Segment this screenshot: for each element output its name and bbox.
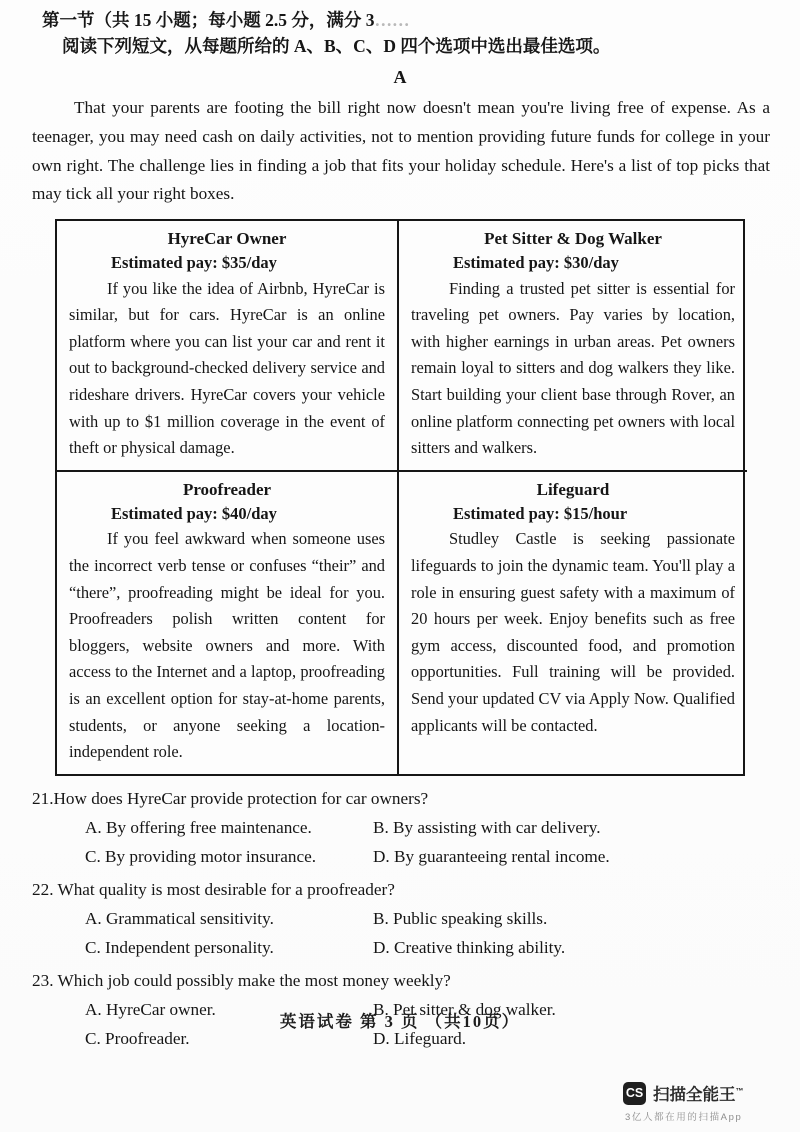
job-title: Lifeguard: [536, 479, 610, 499]
section-header: [0, 0, 800, 60]
question-text: 21.How does HyreCar provide protection for car owners?: [32, 788, 429, 808]
camscanner-logo-icon: CS: [623, 1082, 646, 1105]
option-a: A. By offering free maintenance.: [85, 817, 312, 837]
options-row: [32, 905, 772, 934]
question-text: 22. What quality is most desirable for a proofreader?: [32, 879, 395, 899]
faded-scan-text: ……: [374, 10, 410, 30]
option-b: B. By assisting with car delivery.: [373, 817, 601, 837]
option-d: D. By guaranteeing rental income.: [373, 847, 610, 867]
options-row: [32, 934, 772, 963]
options-row: [32, 814, 772, 843]
job-pay: Estimated pay: $15/hour: [453, 503, 628, 523]
job-title: Proofreader: [182, 479, 272, 499]
job-cell-hyrecar: [57, 221, 399, 472]
option-d: D. Creative thinking ability.: [373, 938, 566, 958]
passage-letter: A: [393, 67, 407, 87]
option-b: B. Public speaking skills.: [373, 908, 548, 928]
camscanner-watermark: [623, 1081, 788, 1123]
section-title-line: [42, 7, 800, 33]
option-c: C. By providing motor insurance.: [85, 847, 317, 867]
question-22: [32, 876, 772, 963]
job-description: If you like the idea of Airbnb, HyreCar is similar, but for cars. HyreCar is an online platform where you can list your car and rent it out to background-checked delivery service and rideshare drivers. HyreCar covers your vehicle with up to $1 million coverage in the event of theft or physical damage.: [69, 278, 385, 458]
job-pay: Estimated pay: $30/day: [453, 253, 619, 273]
job-description: If you feel awkward when someone uses the incorrect verb tense or confuses “their” and “there”, proofreading might be ideal for you. Proofreaders polish written content for bloggers, website owners and more. With access to the Internet and a laptop, proofreading is an excellent option for stay-at-home parents, students, or anyone seeking a location-independent role.: [69, 529, 385, 762]
job-pay: Estimated pay: $40/day: [111, 503, 277, 523]
job-description: Studley Castle is seeking passionate lifeguards to join the dynamic team. You'll play a role in ensuring guest safety with a maximum of 20 hours per week. Enjoy benefits such as free gym access, discounted food, and promotion opportunities. Full training will be provided. Send your updated CV via Apply Now. Qualified applicants will be contacted.: [411, 529, 735, 735]
watermark-app-name: [653, 1081, 744, 1105]
option-c: C. Proofreader.: [85, 1029, 190, 1049]
option-c: C. Independent personality.: [85, 938, 274, 958]
section-instructions: 阅读下列短文，从每题所给的 A、B、C、D 四个选项中选出最佳选项。: [62, 36, 611, 56]
job-description: Finding a trusted pet sitter is essential for traveling pet owners. Pay varies by location, with higher earnings in urban areas. Pet owners remain loyal to sitters and dog walkers they like. Start building your client base through Rover, an online platform connecting pet owners with local sitters and walkers.: [411, 278, 735, 458]
option-b: B. Pet sitter & dog walker.: [373, 999, 556, 1019]
watermark-tagline: 3亿人都在用的扫描App: [625, 1112, 743, 1123]
question-21: [32, 785, 772, 872]
watermark-name-text: 扫描全能王: [653, 1086, 736, 1104]
section-title-text: 第一节（共 15 小题；每小题 2.5 分，满分 3: [42, 10, 375, 30]
job-cell-lifeguard: [399, 472, 747, 774]
job-pay: Estimated pay: $35/day: [111, 253, 277, 273]
jobs-table: [55, 219, 745, 776]
options-row: [32, 843, 772, 872]
job-cell-proofreader: [57, 472, 399, 774]
watermark-header: [623, 1081, 788, 1105]
page-footer: 英语试卷 第 3 页 （共10页）: [279, 1012, 521, 1031]
option-d: D. Lifeguard.: [373, 1029, 467, 1049]
job-title: Pet Sitter & Dog Walker: [484, 229, 662, 249]
job-cell-pet-sitter: [399, 221, 747, 472]
question-text: 23. Which job could possibly make the most money weekly?: [32, 970, 451, 990]
option-a: A. Grammatical sensitivity.: [85, 908, 274, 928]
job-title: HyreCar Owner: [167, 229, 287, 249]
intro-paragraph: That your parents are footing the bill right now doesn't mean you're living free of expense. As a teenager, you may need cash on daily activities, not to mention providing future funds for college in your own right. The challenge lies in finding a job that fits your holiday schedule. Here's a list of top picks that may tick all your right boxes.: [32, 98, 770, 204]
trademark-symbol: ™: [735, 1086, 744, 1096]
option-a: A. HyreCar owner.: [85, 999, 216, 1019]
